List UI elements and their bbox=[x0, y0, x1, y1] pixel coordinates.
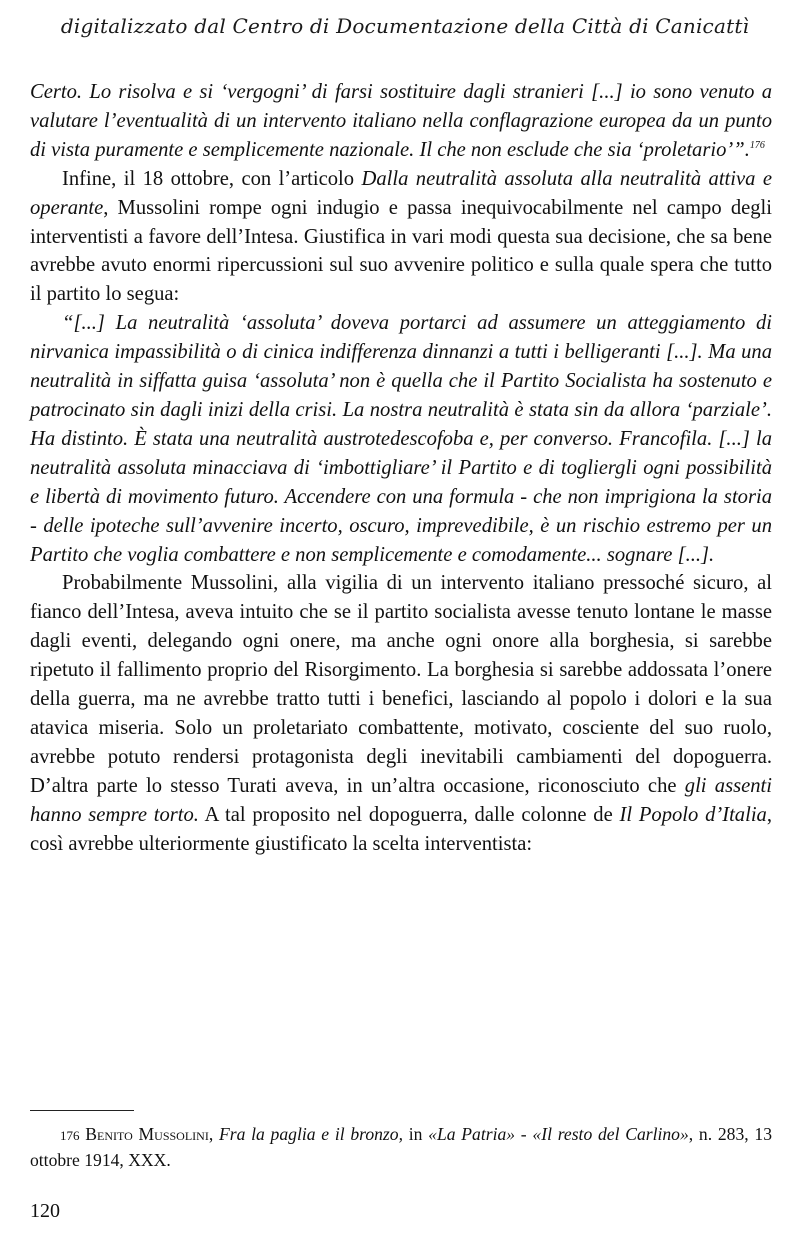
paragraph-article bbox=[30, 165, 772, 310]
footnote: 176 Benito Mussolini, Fra la paglia e il bronzo, in «La Patria» - «Il resto del Carlino», n. 283, 13 ottobre 1914, XXX. bbox=[30, 1124, 773, 1170]
article-title: Dalla neutralità assoluta alla neutralità attiva e operante bbox=[30, 167, 772, 219]
quote-continuation-paragraph bbox=[30, 78, 772, 165]
newspaper-title: Il Popolo d’Italia bbox=[619, 803, 767, 826]
paragraph-analysis bbox=[30, 569, 772, 858]
footnote-number: 176 bbox=[60, 1128, 80, 1143]
footnote-title: Fra la paglia e il bronzo, bbox=[218, 1124, 403, 1144]
footnote-divider bbox=[30, 1110, 134, 1111]
footnote-source: «La Patria» - «Il resto del Carlino» bbox=[428, 1124, 689, 1144]
footnote-text: in bbox=[402, 1124, 429, 1144]
quote-continuation-text: Certo. Lo risolva e si ‘vergogni’ di farsi sostituire dagli stranieri [...] io sono venuto a valutare l’eventualità di un intervento italiano nella conflagrazione europea da un punto di vista puramente e semplicemente nazionale. Il che non esclude che sia ‘proletario’”. bbox=[30, 81, 772, 161]
digitization-watermark: digitalizzato dal Centro di Documentazione della Città di Canicattì bbox=[60, 14, 750, 38]
quoted-phrase: gli assenti hanno sempre torto. bbox=[30, 774, 772, 826]
footnote-author: Benito Mussolini bbox=[85, 1124, 209, 1144]
page-number: 120 bbox=[30, 1200, 60, 1222]
paragraph-text: , Mussolini rompe ogni indugio e passa inequivocabilmente nel campo degli interventisti a favore dell’Intesa. Giustifica in vari modi questa sua decisione, che sa bene avrebbe avuto enormi ripercussioni sul suo avvenire politico e sulla quale spera che tutto il partito lo segua: bbox=[30, 196, 772, 306]
paragraph-text: , così avrebbe ulteriormente giustificato la scelta interventista: bbox=[30, 803, 772, 855]
paragraph-text: Infine, il 18 ottobre, con l’articolo bbox=[62, 167, 362, 190]
footnote-reference: 176 bbox=[749, 139, 765, 151]
paragraph-text: Probabilmente Mussolini, alla vigilia di un intervento italiano pressoché sicuro, al fianco dell’Intesa, aveva intuito che se il partito socialista avesse tenuto lontane le masse dagli eventi, delegando ogni onere, ma anche ogni onore alla borghesia, si sarebbe ripetuto il fallimento proprio del Risorgimento. La borghesia si sarebbe addossata l’onere della guerra, ma ne avrebbe tratto tutti i benefici, lasciando al popolo i dolori e la sua atavica miseria. Solo un proletariato combattente, motivato, cosciente del suo ruolo, avrebbe potuto rendersi protagonista degli inevitabili cambiamenti del dopoguerra. D’altra parte lo stesso Turati aveva, in un’altra occasione, riconosciuto che bbox=[30, 572, 772, 797]
body-text bbox=[30, 78, 772, 858]
paragraph-text: A tal proposito nel dopoguerra, dalle colonne de bbox=[198, 803, 620, 826]
footnote-text: , n. 283, 13 ottobre 1914, XXX. bbox=[30, 1124, 773, 1170]
block-quote: “[...] La neutralità ‘assoluta’ doveva portarci ad assumere un atteggiamento di nirvanica impassibilità o di cinica indifferenza dinnanzi a tutti i belligeranti [...]. Ma una neutralità in siffatta guisa ‘assoluta’ non è quella che il Partito Socialista ha sostenuto e patrocinato sin dagli inizi della crisi. La nostra neutralità è stata sin da allora ‘parziale’. Ha distinto. È stata una neutralità austrotedescofoba e, per converso. Francofila. [...] la neutralità assoluta minacciava di ‘imbottigliare’ il Partito e di togliergli ogni possibilità e libertà di movimento futuro. Accendere con una formula - che non imprigiona la storia - delle ipoteche sull’avvenire incerto, oscuro, imprevedibile, è un rischio estremo per un Partito che voglia combattere e non semplicemente e comodamente... sognare [...]. bbox=[30, 312, 772, 566]
